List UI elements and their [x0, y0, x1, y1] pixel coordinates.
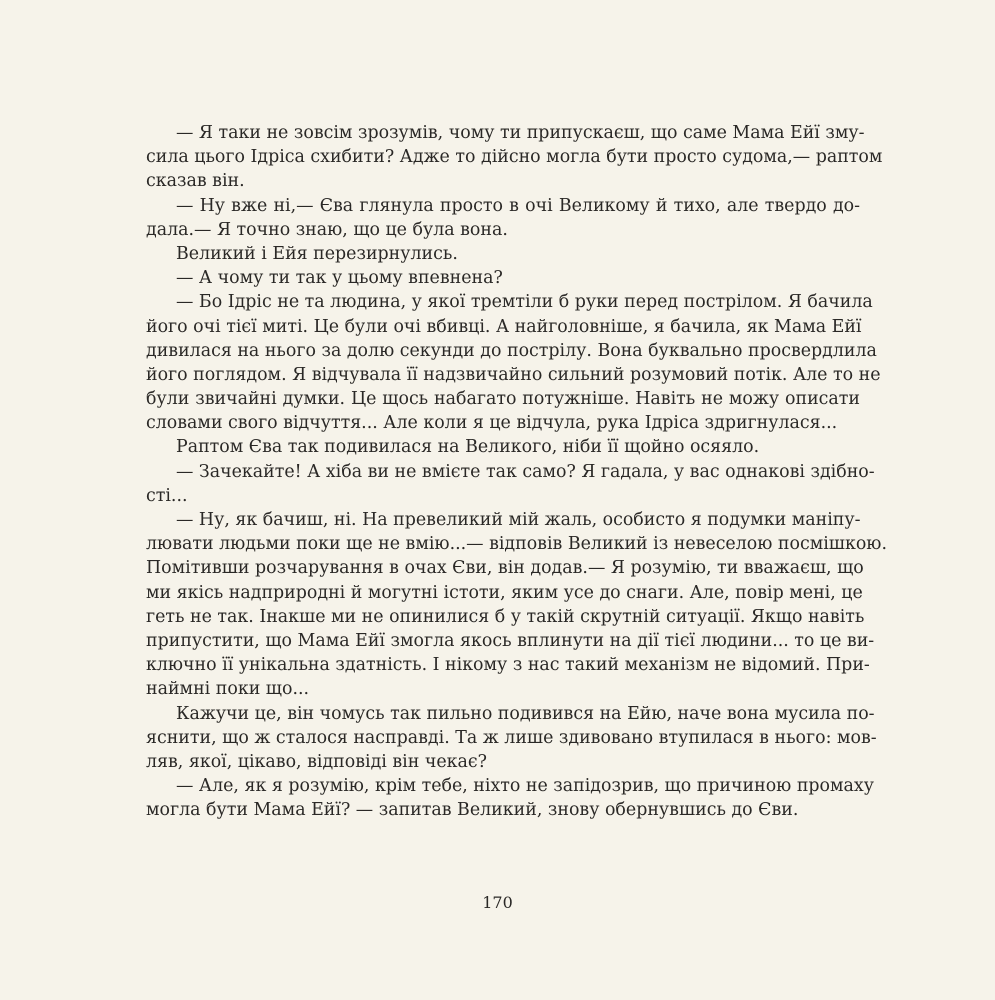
page-number: 170 [482, 893, 513, 912]
text-line: Раптом Єва так подивилася на Великого, ніби її щойно осяяло. [176, 437, 760, 458]
text-line: — А чому ти так у цьому впевнена? [176, 268, 503, 289]
text-line: — Зачекайте! А хіба ви не вмієте так само? Я гадала, у вас однакові здібно- [176, 461, 875, 482]
text-line: лювати людьми поки ще не вмію...— відповів Великий із невеселою посмішкою. [146, 534, 887, 555]
text-line: — Бо Ідріс не та людина, у якої тремтіли б руки перед пострілом. Я бачила [176, 292, 873, 313]
text-line: дала.— Я точно знаю, що це була вона. [146, 219, 508, 240]
text-line: словами свого відчуття... Але коли я це відчула, рука Ідріса здригнулася... [146, 413, 838, 434]
text-line: сила цього Ідріса схибити? Адже то дійсно могла бути просто судома,— раптом [146, 147, 883, 168]
text-line: його поглядом. Я відчувала її надзвичайно сильний розумовий потік. Але то не [146, 364, 881, 385]
text-line: наймні поки що... [146, 679, 310, 700]
text-line: сті... [146, 485, 188, 506]
text-line: Кажучи це, він чомусь так пильно подивився на Ейю, наче вона мусила по- [176, 703, 875, 724]
text-line: яснити, що ж сталося насправді. Та ж лише здивовано втупилася в нього: мов- [146, 727, 877, 748]
text-line: сказав він. [146, 171, 245, 192]
text-line: — Ну, як бачиш, ні. На превеликий мій жаль, особисто я подумки маніпу- [176, 510, 861, 530]
body-text [146, 121, 887, 822]
text-line: ляв, якої, цікаво, відповіді він чекає? [146, 751, 487, 772]
text-line: геть не так. Інакше ми не опинилися б у такій скрутній ситуації. Якщо навіть [146, 606, 865, 627]
text-line: припустити, що Мама Ейї змогла якось вплинути на дії тієї людини... то це ви- [146, 630, 875, 651]
text-line: ми якісь надприродні й могутні істоти, яким усе до снаги. Але, повір мені, це [146, 582, 863, 603]
text-line: могла бути Мама Ейї? — запитав Великий, знову обернувшись до Єви. [146, 800, 799, 821]
text-line: були звичайні думки. Це щось набагато потужніше. Навіть не можу описати [146, 389, 860, 410]
text-line: — Я таки не зовсім зрозумів, чому ти припускаєш, що саме Мама Ейї зму- [176, 123, 865, 143]
text-line: ключно її унікальна здатність. І нікому з нас такий механізм не відомий. При- [146, 655, 870, 676]
text-line: — Ну вже ні,— Єва глянула просто в очі Великому й тихо, але твердо до- [176, 195, 860, 216]
text-line: дивилася на нього за долю секунди до пострілу. Вона буквально просвердлила [146, 340, 877, 361]
text-line: Помітивши розчарування в очах Єви, він додав.— Я розумію, ти вважаєш, що [146, 558, 864, 579]
text-line: — Але, як я розумію, крім тебе, ніхто не запідозрив, що причиною промаху [176, 776, 874, 797]
text-line: його очі тієї миті. Це були очі вбивці. А найголовніше, я бачила, як Мама Ейї [146, 316, 862, 337]
text-line: Великий і Ейя перезирнулись. [176, 243, 458, 264]
